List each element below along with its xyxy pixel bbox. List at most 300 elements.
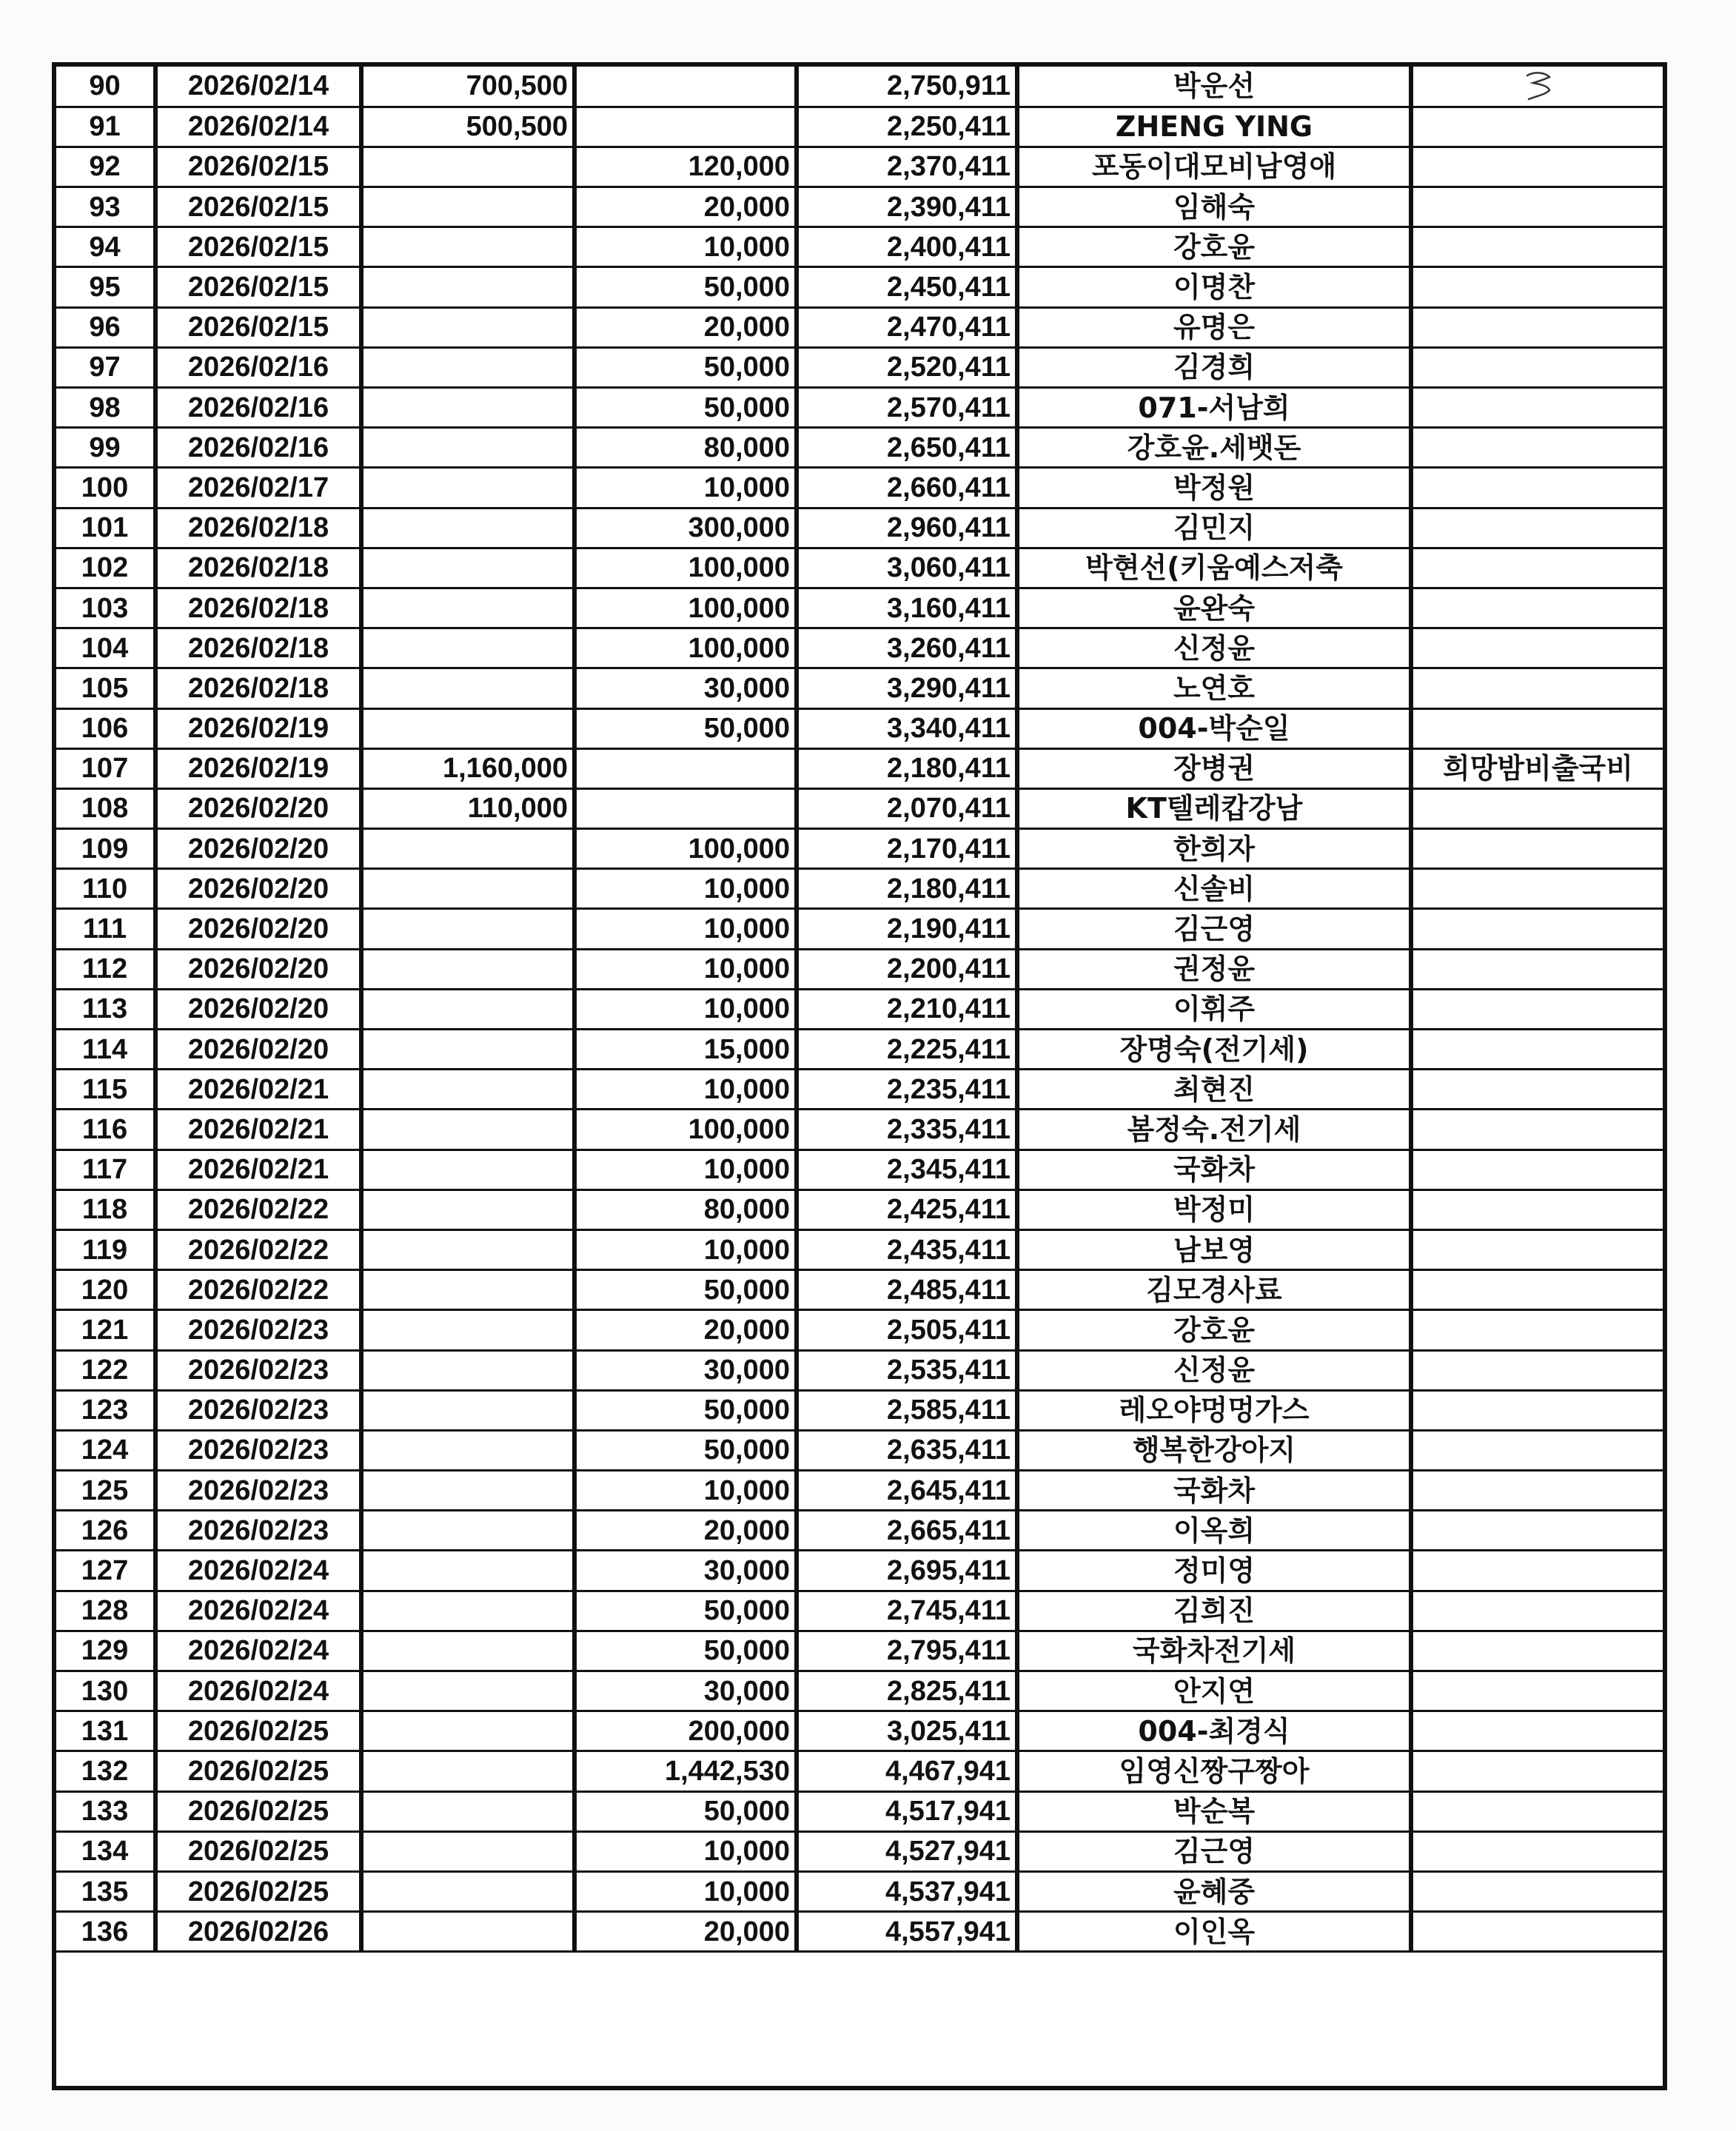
memo-cell <box>1411 869 1663 909</box>
withdrawal-amount <box>361 267 574 307</box>
transaction-date: 2026/02/16 <box>155 388 361 428</box>
balance-amount: 2,485,411 <box>797 1270 1017 1310</box>
counterparty-name: 071-서남희 <box>1017 388 1411 428</box>
deposit-amount: 50,000 <box>574 1791 797 1831</box>
memo-cell <box>1411 989 1663 1029</box>
deposit-amount: 20,000 <box>574 307 797 347</box>
withdrawal-amount: 700,500 <box>361 67 574 107</box>
transaction-date: 2026/02/20 <box>155 909 361 949</box>
transaction-date: 2026/02/19 <box>155 748 361 788</box>
row-number: 98 <box>56 388 155 428</box>
table-row <box>56 1110 1663 1150</box>
transaction-date: 2026/02/21 <box>155 1150 361 1189</box>
deposit-amount: 10,000 <box>574 949 797 989</box>
memo-cell <box>1411 628 1663 668</box>
row-number: 99 <box>56 428 155 468</box>
counterparty-name: 국화차 <box>1017 1471 1411 1511</box>
transaction-date: 2026/02/18 <box>155 508 361 548</box>
transaction-date: 2026/02/24 <box>155 1631 361 1671</box>
counterparty-name: 박정원 <box>1017 468 1411 508</box>
withdrawal-amount <box>361 187 574 227</box>
balance-amount: 4,527,941 <box>797 1831 1017 1871</box>
counterparty-name: 포동이대모비남영애 <box>1017 147 1411 187</box>
deposit-amount: 10,000 <box>574 1871 797 1911</box>
memo-cell <box>1411 1110 1663 1150</box>
counterparty-name: 김근영 <box>1017 909 1411 949</box>
table-row <box>56 1871 1663 1911</box>
row-number: 103 <box>56 588 155 628</box>
memo-cell <box>1411 1711 1663 1751</box>
deposit-amount: 10,000 <box>574 1831 797 1871</box>
balance-amount: 3,060,411 <box>797 548 1017 588</box>
memo-cell <box>1411 708 1663 748</box>
withdrawal-amount <box>361 1871 574 1911</box>
withdrawal-amount <box>361 1070 574 1110</box>
deposit-amount: 50,000 <box>574 388 797 428</box>
row-number: 123 <box>56 1390 155 1430</box>
table-row <box>56 1791 1663 1831</box>
counterparty-name: 레오야멍멍가스 <box>1017 1390 1411 1430</box>
deposit-amount: 20,000 <box>574 1912 797 1952</box>
withdrawal-amount <box>361 147 574 187</box>
withdrawal-amount <box>361 1671 574 1711</box>
balance-amount: 2,750,911 <box>797 67 1017 107</box>
counterparty-name: 신정윤 <box>1017 628 1411 668</box>
table-row <box>56 909 1663 949</box>
balance-amount: 2,200,411 <box>797 949 1017 989</box>
deposit-amount <box>574 67 797 107</box>
memo-cell <box>1411 388 1663 428</box>
withdrawal-amount <box>361 668 574 708</box>
row-number: 110 <box>56 869 155 909</box>
table-row <box>56 468 1663 508</box>
deposit-amount: 100,000 <box>574 1110 797 1150</box>
table-row <box>56 1551 1663 1591</box>
deposit-amount: 20,000 <box>574 1310 797 1350</box>
counterparty-name: 임해숙 <box>1017 187 1411 227</box>
balance-amount: 2,825,411 <box>797 1671 1017 1711</box>
row-number: 109 <box>56 829 155 869</box>
balance-amount: 2,795,411 <box>797 1631 1017 1671</box>
deposit-amount: 100,000 <box>574 548 797 588</box>
row-number: 117 <box>56 1150 155 1189</box>
memo-cell <box>1411 1310 1663 1350</box>
counterparty-name: 박현선(키움예스저축 <box>1017 548 1411 588</box>
transaction-date: 2026/02/20 <box>155 989 361 1029</box>
withdrawal-amount <box>361 1390 574 1430</box>
table-row <box>56 1030 1663 1070</box>
memo-cell <box>1411 909 1663 949</box>
transaction-date: 2026/02/22 <box>155 1189 361 1229</box>
row-number: 128 <box>56 1591 155 1631</box>
row-number: 127 <box>56 1551 155 1591</box>
memo-cell <box>1411 1229 1663 1269</box>
transaction-date: 2026/02/26 <box>155 1912 361 1952</box>
withdrawal-amount <box>361 1150 574 1189</box>
row-number: 94 <box>56 227 155 267</box>
transaction-date: 2026/02/23 <box>155 1310 361 1350</box>
row-number: 126 <box>56 1511 155 1551</box>
memo-cell <box>1411 307 1663 347</box>
balance-amount: 2,390,411 <box>797 187 1017 227</box>
balance-amount: 2,225,411 <box>797 1030 1017 1070</box>
row-number: 114 <box>56 1030 155 1070</box>
counterparty-name: 김희진 <box>1017 1591 1411 1631</box>
memo-cell <box>1411 1471 1663 1511</box>
balance-amount: 4,537,941 <box>797 1871 1017 1911</box>
memo-cell <box>1411 347 1663 387</box>
withdrawal-amount <box>361 588 574 628</box>
balance-amount: 3,025,411 <box>797 1711 1017 1751</box>
balance-amount: 4,517,941 <box>797 1791 1017 1831</box>
row-number: 122 <box>56 1350 155 1390</box>
balance-amount: 2,210,411 <box>797 989 1017 1029</box>
transaction-date: 2026/02/21 <box>155 1070 361 1110</box>
deposit-amount: 50,000 <box>574 1390 797 1430</box>
withdrawal-amount <box>361 388 574 428</box>
deposit-amount: 10,000 <box>574 1150 797 1189</box>
row-number: 136 <box>56 1912 155 1952</box>
ledger-sheet <box>52 62 1667 2090</box>
withdrawal-amount <box>361 708 574 748</box>
balance-amount: 2,470,411 <box>797 307 1017 347</box>
row-number: 90 <box>56 67 155 107</box>
memo-cell <box>1411 1270 1663 1310</box>
transaction-date: 2026/02/20 <box>155 788 361 828</box>
counterparty-name: 강호윤 <box>1017 1310 1411 1350</box>
balance-amount: 2,635,411 <box>797 1430 1017 1470</box>
row-number: 107 <box>56 748 155 788</box>
transaction-date: 2026/02/23 <box>155 1430 361 1470</box>
transaction-date: 2026/02/15 <box>155 147 361 187</box>
row-number: 135 <box>56 1871 155 1911</box>
counterparty-name: 최현진 <box>1017 1070 1411 1110</box>
withdrawal-amount <box>361 1831 574 1871</box>
memo-cell <box>1411 107 1663 147</box>
balance-amount: 2,535,411 <box>797 1350 1017 1390</box>
row-number: 93 <box>56 187 155 227</box>
memo-cell <box>1411 1871 1663 1911</box>
transaction-date: 2026/02/20 <box>155 829 361 869</box>
table-row <box>56 788 1663 828</box>
deposit-amount <box>574 107 797 147</box>
table-row <box>56 869 1663 909</box>
memo-cell <box>1411 1189 1663 1229</box>
counterparty-name: 강호윤 <box>1017 227 1411 267</box>
balance-amount: 2,570,411 <box>797 388 1017 428</box>
deposit-amount: 10,000 <box>574 869 797 909</box>
balance-amount: 2,180,411 <box>797 869 1017 909</box>
memo-cell <box>1411 1591 1663 1631</box>
counterparty-name: 김경희 <box>1017 347 1411 387</box>
withdrawal-amount <box>361 1030 574 1070</box>
deposit-amount: 50,000 <box>574 1270 797 1310</box>
table-row <box>56 147 1663 187</box>
withdrawal-amount <box>361 1229 574 1269</box>
row-number: 132 <box>56 1751 155 1791</box>
balance-amount: 3,160,411 <box>797 588 1017 628</box>
table-row <box>56 508 1663 548</box>
table-row <box>56 548 1663 588</box>
withdrawal-amount <box>361 949 574 989</box>
deposit-amount: 50,000 <box>574 1430 797 1470</box>
deposit-amount: 10,000 <box>574 1229 797 1269</box>
transaction-date: 2026/02/16 <box>155 347 361 387</box>
memo-cell <box>1411 1551 1663 1591</box>
deposit-amount: 100,000 <box>574 628 797 668</box>
memo-cell <box>1411 267 1663 307</box>
table-row <box>56 1390 1663 1430</box>
balance-amount: 2,335,411 <box>797 1110 1017 1150</box>
memo-cell <box>1411 1350 1663 1390</box>
counterparty-name: 박순복 <box>1017 1791 1411 1831</box>
row-number: 95 <box>56 267 155 307</box>
handwritten-checkmark-icon <box>1523 70 1555 105</box>
transaction-date: 2026/02/15 <box>155 307 361 347</box>
row-number: 119 <box>56 1229 155 1269</box>
deposit-amount: 50,000 <box>574 347 797 387</box>
counterparty-name: KT텔레캅강남 <box>1017 788 1411 828</box>
counterparty-name: 이옥희 <box>1017 1511 1411 1551</box>
row-number: 130 <box>56 1671 155 1711</box>
balance-amount: 2,960,411 <box>797 508 1017 548</box>
memo-cell <box>1411 1751 1663 1791</box>
counterparty-name: 유명은 <box>1017 307 1411 347</box>
table-row <box>56 1751 1663 1791</box>
withdrawal-amount <box>361 347 574 387</box>
transaction-date: 2026/02/15 <box>155 187 361 227</box>
deposit-amount: 100,000 <box>574 829 797 869</box>
counterparty-name: 신정윤 <box>1017 1350 1411 1390</box>
counterparty-name: 장병권 <box>1017 748 1411 788</box>
transaction-date: 2026/02/14 <box>155 107 361 147</box>
counterparty-name: 김근영 <box>1017 1831 1411 1871</box>
deposit-amount: 50,000 <box>574 267 797 307</box>
table-row <box>56 1150 1663 1189</box>
transaction-date: 2026/02/20 <box>155 1030 361 1070</box>
deposit-amount: 20,000 <box>574 1511 797 1551</box>
ledger-body <box>56 67 1663 1952</box>
counterparty-name: 한희자 <box>1017 829 1411 869</box>
balance-amount: 2,505,411 <box>797 1310 1017 1350</box>
table-row <box>56 1711 1663 1751</box>
deposit-amount: 10,000 <box>574 909 797 949</box>
balance-amount: 2,235,411 <box>797 1070 1017 1110</box>
withdrawal-amount <box>361 548 574 588</box>
counterparty-name: 이명찬 <box>1017 267 1411 307</box>
balance-amount: 2,345,411 <box>797 1150 1017 1189</box>
counterparty-name: 임영신짱구짱아 <box>1017 1751 1411 1791</box>
row-number: 102 <box>56 548 155 588</box>
memo-cell <box>1411 949 1663 989</box>
table-row <box>56 227 1663 267</box>
counterparty-name: 이인옥 <box>1017 1912 1411 1952</box>
deposit-amount: 1,442,530 <box>574 1751 797 1791</box>
row-number: 124 <box>56 1430 155 1470</box>
balance-amount: 2,070,411 <box>797 788 1017 828</box>
memo-cell <box>1411 1791 1663 1831</box>
row-number: 125 <box>56 1471 155 1511</box>
balance-amount: 2,170,411 <box>797 829 1017 869</box>
memo-cell <box>1411 147 1663 187</box>
deposit-amount: 10,000 <box>574 1471 797 1511</box>
counterparty-name: 박운선 <box>1017 67 1411 107</box>
balance-amount: 4,467,941 <box>797 1751 1017 1791</box>
balance-amount: 2,650,411 <box>797 428 1017 468</box>
transaction-date: 2026/02/15 <box>155 227 361 267</box>
table-row <box>56 1229 1663 1269</box>
memo-cell <box>1411 67 1663 107</box>
counterparty-name: 강호윤.세뱃돈 <box>1017 428 1411 468</box>
deposit-amount: 80,000 <box>574 1189 797 1229</box>
withdrawal-amount <box>361 989 574 1029</box>
deposit-amount <box>574 748 797 788</box>
withdrawal-amount <box>361 869 574 909</box>
transaction-date: 2026/02/25 <box>155 1791 361 1831</box>
deposit-amount: 10,000 <box>574 1070 797 1110</box>
memo-cell <box>1411 1912 1663 1952</box>
row-number: 91 <box>56 107 155 147</box>
transaction-date: 2026/02/16 <box>155 428 361 468</box>
balance-amount: 2,370,411 <box>797 147 1017 187</box>
transaction-date: 2026/02/14 <box>155 67 361 107</box>
memo-cell <box>1411 227 1663 267</box>
memo-cell <box>1411 588 1663 628</box>
table-row <box>56 428 1663 468</box>
balance-amount: 2,435,411 <box>797 1229 1017 1269</box>
table-row <box>56 1631 1663 1671</box>
memo-cell: 희망밤비출국비 <box>1411 748 1663 788</box>
balance-amount: 2,695,411 <box>797 1551 1017 1591</box>
memo-cell <box>1411 468 1663 508</box>
memo-cell <box>1411 1631 1663 1671</box>
table-row <box>56 1070 1663 1110</box>
row-number: 118 <box>56 1189 155 1229</box>
deposit-amount: 10,000 <box>574 468 797 508</box>
transaction-date: 2026/02/18 <box>155 548 361 588</box>
counterparty-name: 윤완숙 <box>1017 588 1411 628</box>
counterparty-name: 신솔비 <box>1017 869 1411 909</box>
withdrawal-amount <box>361 1270 574 1310</box>
table-row <box>56 1189 1663 1229</box>
counterparty-name: 권정윤 <box>1017 949 1411 989</box>
table-row <box>56 748 1663 788</box>
row-number: 105 <box>56 668 155 708</box>
withdrawal-amount <box>361 1471 574 1511</box>
table-row <box>56 67 1663 107</box>
transaction-date: 2026/02/20 <box>155 869 361 909</box>
table-row <box>56 829 1663 869</box>
row-number: 97 <box>56 347 155 387</box>
withdrawal-amount <box>361 909 574 949</box>
table-row <box>56 347 1663 387</box>
withdrawal-amount <box>361 1711 574 1751</box>
table-row <box>56 1671 1663 1711</box>
table-row <box>56 187 1663 227</box>
balance-amount: 4,557,941 <box>797 1912 1017 1952</box>
table-row <box>56 1831 1663 1871</box>
memo-cell <box>1411 548 1663 588</box>
deposit-amount: 30,000 <box>574 1350 797 1390</box>
counterparty-name: 정미영 <box>1017 1551 1411 1591</box>
transaction-date: 2026/02/23 <box>155 1390 361 1430</box>
withdrawal-amount <box>361 1912 574 1952</box>
table-row <box>56 628 1663 668</box>
table-row <box>56 1310 1663 1350</box>
withdrawal-amount <box>361 1511 574 1551</box>
withdrawal-amount: 500,500 <box>361 107 574 147</box>
withdrawal-amount <box>361 1631 574 1671</box>
balance-amount: 3,290,411 <box>797 668 1017 708</box>
transaction-date: 2026/02/21 <box>155 1110 361 1150</box>
deposit-amount: 10,000 <box>574 227 797 267</box>
deposit-amount: 50,000 <box>574 1631 797 1671</box>
memo-cell <box>1411 1070 1663 1110</box>
withdrawal-amount <box>361 468 574 508</box>
counterparty-name: 김모경사료 <box>1017 1270 1411 1310</box>
balance-amount: 2,745,411 <box>797 1591 1017 1631</box>
table-row <box>56 1471 1663 1511</box>
counterparty-name: 004-최경식 <box>1017 1711 1411 1751</box>
transaction-date: 2026/02/15 <box>155 267 361 307</box>
deposit-amount: 100,000 <box>574 588 797 628</box>
withdrawal-amount <box>361 1430 574 1470</box>
table-row <box>56 989 1663 1029</box>
memo-cell <box>1411 829 1663 869</box>
row-number: 106 <box>56 708 155 748</box>
deposit-amount: 120,000 <box>574 147 797 187</box>
table-row <box>56 267 1663 307</box>
counterparty-name: 김민지 <box>1017 508 1411 548</box>
counterparty-name: 004-박순일 <box>1017 708 1411 748</box>
table-row <box>56 307 1663 347</box>
deposit-amount: 20,000 <box>574 187 797 227</box>
balance-amount: 2,660,411 <box>797 468 1017 508</box>
memo-cell <box>1411 1430 1663 1470</box>
counterparty-name: 윤혜중 <box>1017 1871 1411 1911</box>
transaction-date: 2026/02/25 <box>155 1751 361 1791</box>
deposit-amount: 30,000 <box>574 1551 797 1591</box>
memo-cell <box>1411 1390 1663 1430</box>
counterparty-name: 노연호 <box>1017 668 1411 708</box>
transaction-date: 2026/02/25 <box>155 1871 361 1911</box>
deposit-amount: 15,000 <box>574 1030 797 1070</box>
table-row <box>56 1270 1663 1310</box>
memo-cell <box>1411 668 1663 708</box>
counterparty-name: 장명숙(전기세) <box>1017 1030 1411 1070</box>
transaction-date: 2026/02/23 <box>155 1350 361 1390</box>
memo-cell <box>1411 788 1663 828</box>
row-number: 104 <box>56 628 155 668</box>
balance-amount: 2,190,411 <box>797 909 1017 949</box>
table-row <box>56 708 1663 748</box>
counterparty-name: 안지연 <box>1017 1671 1411 1711</box>
table-row <box>56 588 1663 628</box>
memo-cell <box>1411 187 1663 227</box>
transaction-date: 2026/02/22 <box>155 1229 361 1269</box>
deposit-amount: 50,000 <box>574 1591 797 1631</box>
table-row <box>56 1912 1663 1952</box>
balance-amount: 2,450,411 <box>797 267 1017 307</box>
row-number: 100 <box>56 468 155 508</box>
row-number: 129 <box>56 1631 155 1671</box>
counterparty-name: 박정미 <box>1017 1189 1411 1229</box>
counterparty-name: ZHENG YING <box>1017 107 1411 147</box>
transaction-date: 2026/02/18 <box>155 668 361 708</box>
counterparty-name: 봄정숙.전기세 <box>1017 1110 1411 1150</box>
transaction-date: 2026/02/25 <box>155 1711 361 1751</box>
balance-amount: 2,645,411 <box>797 1471 1017 1511</box>
